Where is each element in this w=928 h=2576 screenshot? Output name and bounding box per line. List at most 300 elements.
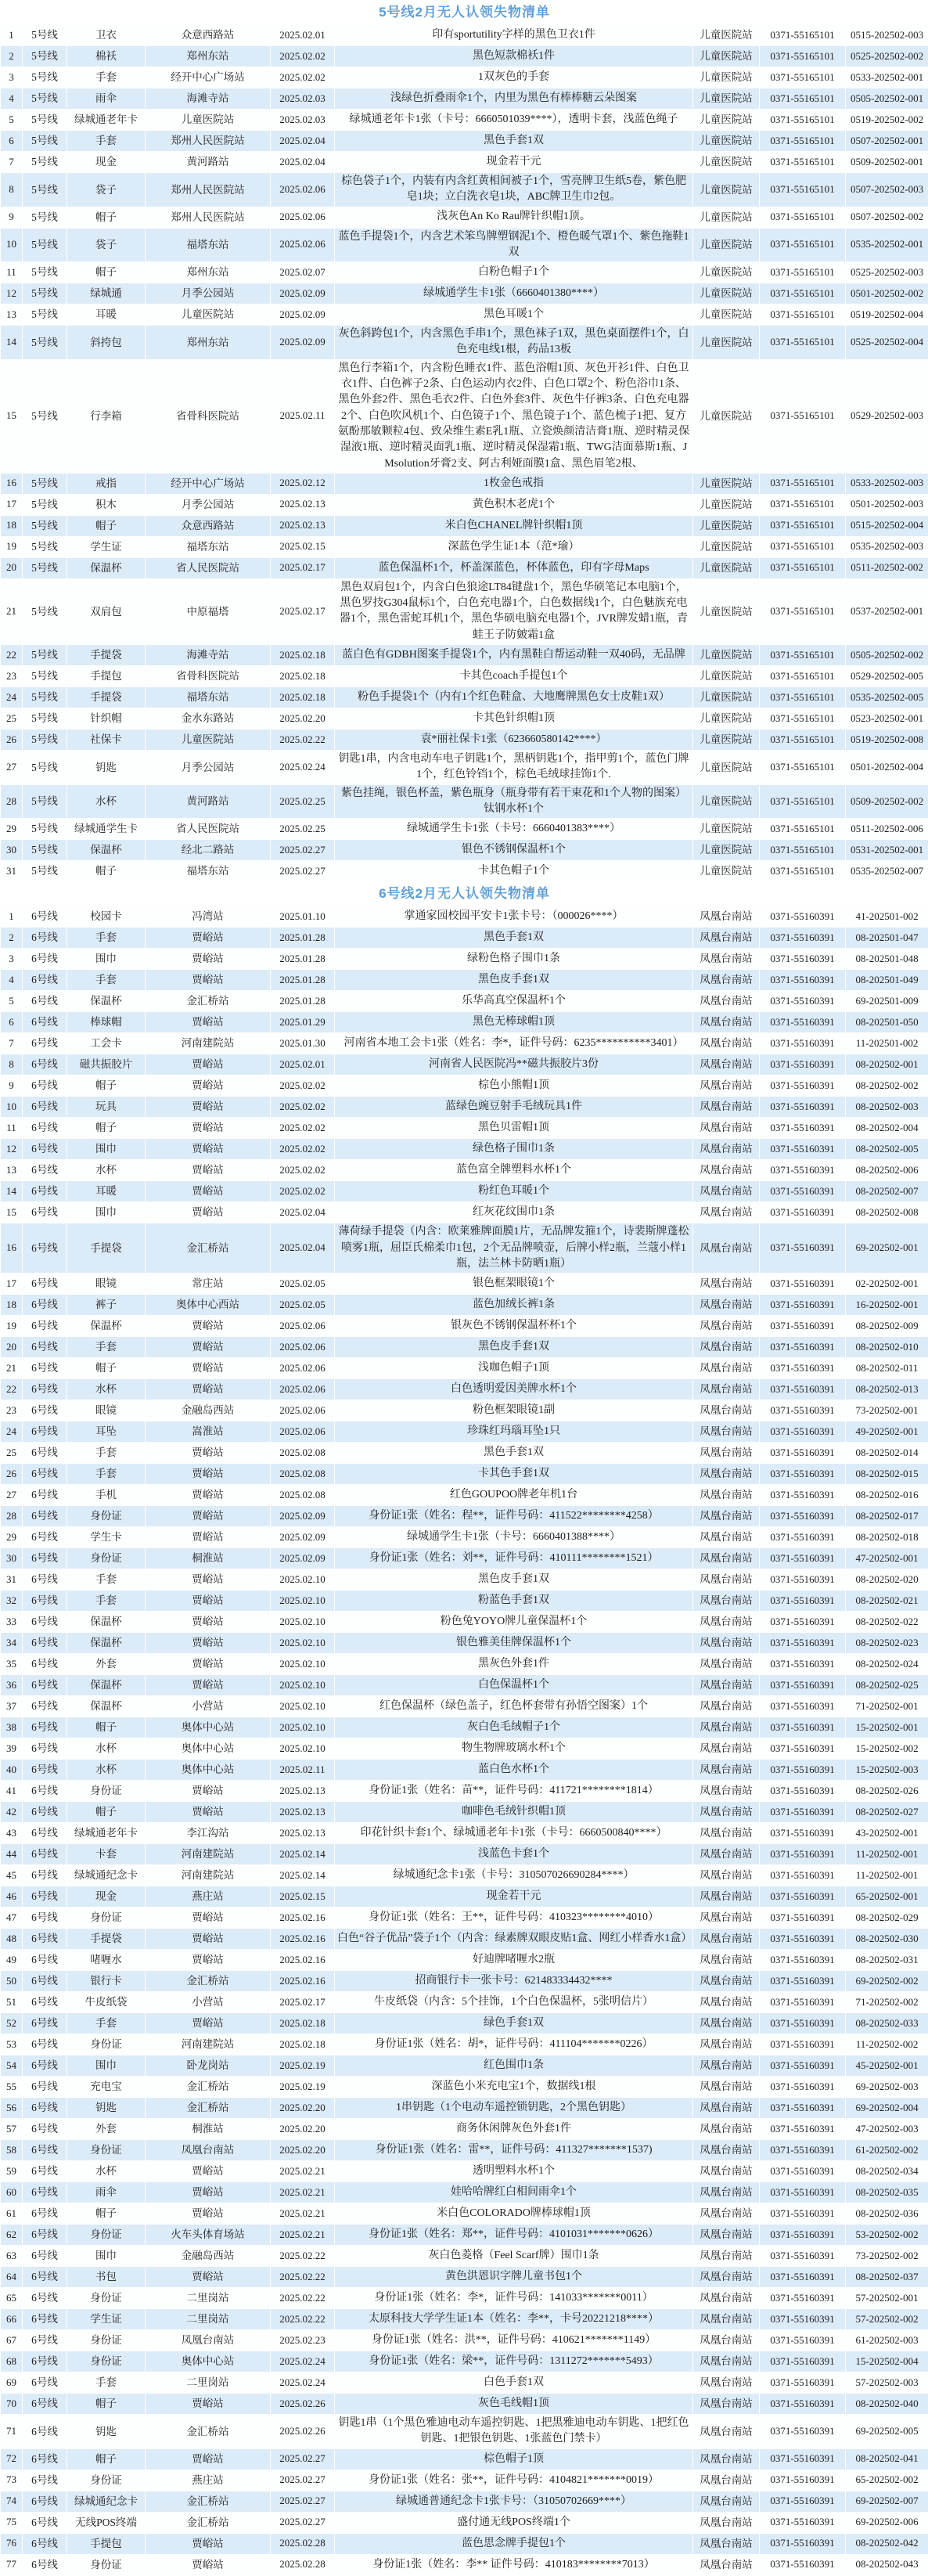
- cell-code: 08-202502-025: [846, 1675, 928, 1696]
- cell-code: 69-202502-005: [846, 2415, 928, 2449]
- cell-desc: 黑色耳暖1个: [335, 304, 693, 326]
- cell-phone: 0371-55160391: [760, 2288, 846, 2309]
- cell-line: 6号线: [23, 1548, 67, 1569]
- cell-item: 围巾: [67, 949, 146, 970]
- cell-item: 保温杯: [67, 557, 146, 578]
- cell-code: 08-202502-041: [846, 2448, 928, 2470]
- cell-desc: 浅灰色An Ko Rau牌针织帽1顶。: [335, 207, 693, 228]
- cell-date: 2025.02.06: [271, 173, 335, 207]
- cell-item: 耳暖: [67, 1181, 146, 1202]
- cell-no: 57: [1, 2119, 23, 2140]
- cell-phone: 0371-55160391: [760, 1591, 846, 1612]
- cell-no: 31: [1, 861, 23, 882]
- cell-date: 2025.02.08: [271, 1485, 335, 1506]
- table-row: [1, 228, 928, 262]
- cell-line: 5号线: [23, 88, 67, 110]
- cell-line: 6号线: [23, 1908, 67, 1929]
- cell-pickup-station: 凤凰台南站: [693, 2246, 760, 2267]
- cell-no: 77: [1, 2554, 23, 2575]
- cell-desc: 绿粉色格子围巾1条: [335, 949, 693, 970]
- table-row: [1, 2470, 928, 2491]
- cell-date: 2025.02.04: [271, 1223, 335, 1274]
- cell-line: 6号线: [23, 2448, 67, 2470]
- cell-line: 6号线: [23, 2309, 67, 2330]
- cell-no: 8: [1, 173, 23, 207]
- cell-line: 6号线: [23, 1202, 67, 1223]
- cell-pickup-station: 儿童医院站: [693, 784, 760, 819]
- cell-pickup-station: 凤凰台南站: [693, 2330, 760, 2351]
- cell-pickup-station: 儿童医院站: [693, 515, 760, 536]
- cell-code: 08-202502-009: [846, 1316, 928, 1337]
- table-row: [1, 110, 928, 131]
- cell-item: 手机: [67, 1485, 146, 1506]
- cell-code: 65-202502-002: [846, 2470, 928, 2491]
- cell-line: 6号线: [23, 1591, 67, 1612]
- table-row: [1, 1316, 928, 1337]
- table-row: [1, 928, 928, 949]
- cell-phone: 0371-55165101: [760, 326, 846, 360]
- cell-date: 2025.02.04: [271, 152, 335, 173]
- cell-item: 绿城通纪念卡: [67, 2491, 146, 2512]
- cell-phone: 0371-55165101: [760, 473, 846, 494]
- cell-code: 08-202501-047: [846, 928, 928, 949]
- cell-date: 2025.01.28: [271, 928, 335, 949]
- cell-station: 儿童医院站: [146, 304, 271, 326]
- cell-station: 桐淮站: [146, 1548, 271, 1569]
- cell-no: 75: [1, 2512, 23, 2533]
- cell-pickup-station: 凤凰台南站: [693, 2077, 760, 2098]
- cell-station: 贾峪站: [146, 928, 271, 949]
- cell-code: 08-202502-005: [846, 1139, 928, 1160]
- cell-code: 0505-202502-002: [846, 645, 928, 666]
- table-row: [1, 2512, 928, 2533]
- cell-item: 外套: [67, 2119, 146, 2140]
- cell-station: 贾峪站: [146, 1012, 271, 1033]
- cell-phone: 0371-55160391: [760, 1223, 846, 1274]
- cell-no: 45: [1, 1865, 23, 1886]
- table-row: [1, 991, 928, 1012]
- cell-no: 1: [1, 906, 23, 928]
- section-title-row: [1, 882, 928, 906]
- cell-item: 眼镜: [67, 1400, 146, 1421]
- cell-code: 73-202502-002: [846, 2246, 928, 2267]
- cell-phone: 0371-55160391: [760, 1738, 846, 1760]
- cell-item: 手提包: [67, 2533, 146, 2554]
- cell-station: 贾峪站: [146, 2448, 271, 2470]
- table-row: [1, 906, 928, 928]
- cell-pickup-station: 儿童医院站: [693, 359, 760, 473]
- cell-line: 5号线: [23, 262, 67, 283]
- cell-pickup-station: 凤凰台南站: [693, 2394, 760, 2415]
- table-row: [1, 1569, 928, 1591]
- cell-item: 保温杯: [67, 1316, 146, 1337]
- cell-no: 27: [1, 1485, 23, 1506]
- cell-code: 08-202502-023: [846, 1633, 928, 1654]
- cell-no: 10: [1, 1097, 23, 1118]
- cell-item: 帽子: [67, 1118, 146, 1139]
- cell-item: 手套: [67, 1443, 146, 1464]
- cell-date: 2025.02.19: [271, 2055, 335, 2077]
- cell-station: 凤凰台南站: [146, 2330, 271, 2351]
- cell-desc: 黑色贝雷帽1顶: [335, 1118, 693, 1139]
- cell-line: 6号线: [23, 2119, 67, 2140]
- cell-no: 14: [1, 326, 23, 360]
- cell-pickup-station: 凤凰台南站: [693, 1054, 760, 1075]
- cell-phone: 0371-55160391: [760, 1971, 846, 1992]
- cell-no: 29: [1, 1527, 23, 1548]
- cell-date: 2025.02.08: [271, 1464, 335, 1485]
- cell-item: 水杯: [67, 1760, 146, 1781]
- cell-pickup-station: 儿童医院站: [693, 67, 760, 88]
- cell-date: 2025.02.18: [271, 2013, 335, 2034]
- cell-line: 5号线: [23, 494, 67, 515]
- cell-item: 裤子: [67, 1295, 146, 1316]
- cell-phone: 0371-55160391: [760, 2415, 846, 2449]
- cell-item: 牛皮纸袋: [67, 1992, 146, 2013]
- cell-pickup-station: 凤凰台南站: [693, 1612, 760, 1633]
- cell-pickup-station: 凤凰台南站: [693, 1075, 760, 1097]
- cell-phone: 0371-55160391: [760, 1033, 846, 1054]
- table-row: [1, 2098, 928, 2119]
- cell-phone: 0371-55160391: [760, 1760, 846, 1781]
- cell-desc: 银色框架眼镜1个: [335, 1274, 693, 1295]
- cell-line: 5号线: [23, 473, 67, 494]
- cell-line: 6号线: [23, 1886, 67, 1908]
- cell-phone: 0371-55160391: [760, 2077, 846, 2098]
- cell-pickup-station: 凤凰台南站: [693, 1223, 760, 1274]
- cell-code: 15-202502-004: [846, 2351, 928, 2372]
- cell-item: 身份证: [67, 2140, 146, 2161]
- cell-desc: 蓝色保温杯1个，杯盖深蓝色，杯体蓝色，印有字母Maps: [335, 557, 693, 578]
- cell-station: 郑州东站: [146, 46, 271, 67]
- cell-station: 经开中心广场站: [146, 67, 271, 88]
- cell-phone: 0371-55160391: [760, 1181, 846, 1202]
- cell-date: 2025.02.02: [271, 1097, 335, 1118]
- cell-station: 贾峪站: [146, 2533, 271, 2554]
- cell-phone: 0371-55165101: [760, 861, 846, 882]
- cell-desc: 身份证1张（姓名：洪**，证件号码：410621*******1149）: [335, 2330, 693, 2351]
- cell-desc: 棕色小熊帽1顶: [335, 1075, 693, 1097]
- cell-phone: 0371-55160391: [760, 2554, 846, 2575]
- cell-item: 绿城通: [67, 283, 146, 304]
- cell-desc: 卡其色针织帽1顶: [335, 708, 693, 730]
- cell-pickup-station: 儿童医院站: [693, 152, 760, 173]
- cell-date: 2025.02.12: [271, 473, 335, 494]
- cell-pickup-station: 儿童医院站: [693, 131, 760, 152]
- cell-line: 6号线: [23, 2034, 67, 2055]
- cell-no: 4: [1, 88, 23, 110]
- cell-station: 贾峪站: [146, 949, 271, 970]
- cell-date: 2025.02.22: [271, 2309, 335, 2330]
- cell-pickup-station: 凤凰台南站: [693, 2182, 760, 2203]
- cell-phone: 0371-55165101: [760, 645, 846, 666]
- cell-no: 19: [1, 1316, 23, 1337]
- cell-line: 6号线: [23, 2512, 67, 2533]
- cell-no: 9: [1, 207, 23, 228]
- cell-no: 26: [1, 1464, 23, 1485]
- cell-desc: 白色“谷子优品”袋子1个（内含：绿素牌双眼皮贴1盒、网红小样香水1盒）: [335, 1929, 693, 1950]
- cell-line: 6号线: [23, 1316, 67, 1337]
- table-row: [1, 819, 928, 840]
- cell-date: 2025.02.09: [271, 1527, 335, 1548]
- cell-code: 0529-202502-003: [846, 359, 928, 473]
- table-row: [1, 494, 928, 515]
- cell-desc: 银色雅美佳牌保温杯1个: [335, 1633, 693, 1654]
- cell-item: 手套: [67, 1569, 146, 1591]
- cell-no: 21: [1, 578, 23, 644]
- cell-code: 0505-202502-001: [846, 88, 928, 110]
- cell-station: 贾峪站: [146, 1781, 271, 1802]
- table-row: [1, 515, 928, 536]
- cell-desc: 身份证1张（姓名：张**，证件号码：4104821*******0019）: [335, 2470, 693, 2491]
- cell-item: 手套: [67, 928, 146, 949]
- cell-code: 0507-202502-002: [846, 207, 928, 228]
- cell-date: 2025.02.25: [271, 819, 335, 840]
- cell-line: 6号线: [23, 1971, 67, 1992]
- cell-code: 08-202502-002: [846, 1075, 928, 1097]
- cell-line: 6号线: [23, 1160, 67, 1181]
- cell-item: 水杯: [67, 1379, 146, 1400]
- cell-line: 6号线: [23, 1400, 67, 1421]
- cell-date: 2025.02.02: [271, 1181, 335, 1202]
- cell-line: 5号线: [23, 819, 67, 840]
- cell-station: 凤凰台南站: [146, 2140, 271, 2161]
- cell-no: 9: [1, 1075, 23, 1097]
- cell-desc: 牛皮纸袋（内含：5个挂饰，1个白色保温杯，5张明信片）: [335, 1992, 693, 2013]
- cell-phone: 0371-55160391: [760, 2161, 846, 2182]
- cell-phone: 0371-55160391: [760, 970, 846, 991]
- cell-pickup-station: 凤凰台南站: [693, 1696, 760, 1717]
- cell-code: 49-202502-001: [846, 1421, 928, 1443]
- table-row: [1, 1464, 928, 1485]
- cell-no: 74: [1, 2491, 23, 2512]
- cell-no: 27: [1, 751, 23, 785]
- cell-date: 2025.02.04: [271, 131, 335, 152]
- cell-no: 8: [1, 1054, 23, 1075]
- cell-pickup-station: 儿童医院站: [693, 326, 760, 360]
- cell-code: 16-202502-001: [846, 1295, 928, 1316]
- table-row: [1, 730, 928, 751]
- table-row: [1, 1633, 928, 1654]
- cell-line: 6号线: [23, 1569, 67, 1591]
- cell-desc: 白粉色帽子1个: [335, 262, 693, 283]
- cell-date: 2025.02.21: [271, 2182, 335, 2203]
- cell-item: 积木: [67, 494, 146, 515]
- cell-pickup-station: 凤凰台南站: [693, 2415, 760, 2449]
- cell-phone: 0371-55165101: [760, 557, 846, 578]
- table-row: [1, 1527, 928, 1548]
- cell-station: 金汇桥站: [146, 1971, 271, 1992]
- cell-phone: 0371-55160391: [760, 1054, 846, 1075]
- cell-station: 燕庄站: [146, 1886, 271, 1908]
- table-row: [1, 131, 928, 152]
- cell-line: 6号线: [23, 1421, 67, 1443]
- cell-item: 身份证: [67, 2034, 146, 2055]
- cell-pickup-station: 凤凰台南站: [693, 949, 760, 970]
- cell-date: 2025.02.16: [271, 1929, 335, 1950]
- cell-pickup-station: 儿童医院站: [693, 708, 760, 730]
- cell-no: 54: [1, 2055, 23, 2077]
- cell-pickup-station: 凤凰台南站: [693, 1139, 760, 1160]
- table-row: [1, 2225, 928, 2246]
- cell-desc: 身份证1张（姓名：苗**，证件号码：411721********1814）: [335, 1781, 693, 1802]
- table-row: [1, 1443, 928, 1464]
- cell-pickup-station: 凤凰台南站: [693, 1033, 760, 1054]
- cell-date: 2025.02.13: [271, 515, 335, 536]
- cell-no: 18: [1, 1295, 23, 1316]
- table-row: [1, 152, 928, 173]
- table-row: [1, 2554, 928, 2575]
- cell-item: 帽子: [67, 262, 146, 283]
- cell-station: 贾峪站: [146, 1633, 271, 1654]
- cell-date: 2025.02.18: [271, 687, 335, 708]
- table-row: [1, 2351, 928, 2372]
- cell-station: 省人民医院站: [146, 819, 271, 840]
- cell-desc: 红色围巾1条: [335, 2055, 693, 2077]
- cell-code: 08-202502-010: [846, 1337, 928, 1358]
- cell-pickup-station: 凤凰台南站: [693, 1464, 760, 1485]
- cell-desc: 黄色洪恩识字牌儿童书包1个: [335, 2267, 693, 2288]
- cell-station: 常庄站: [146, 1274, 271, 1295]
- cell-date: 2025.02.19: [271, 2077, 335, 2098]
- table-row: [1, 840, 928, 861]
- cell-no: 48: [1, 1929, 23, 1950]
- cell-pickup-station: 儿童医院站: [693, 46, 760, 67]
- cell-phone: 0371-55160391: [760, 1781, 846, 1802]
- cell-no: 61: [1, 2203, 23, 2225]
- cell-code: 0519-202502-002: [846, 110, 928, 131]
- cell-code: 0501-202502-002: [846, 283, 928, 304]
- cell-code: 0509-202502-002: [846, 784, 928, 819]
- table-row: [1, 645, 928, 666]
- cell-line: 6号线: [23, 2330, 67, 2351]
- table-row: [1, 207, 928, 228]
- cell-item: 保温杯: [67, 1696, 146, 1717]
- cell-phone: 0371-55160391: [760, 1696, 846, 1717]
- cell-line: 6号线: [23, 1633, 67, 1654]
- cell-desc: 物生物牌玻璃水杯1个: [335, 1738, 693, 1760]
- cell-item: 工会卡: [67, 1033, 146, 1054]
- cell-code: 57-202502-002: [846, 2309, 928, 2330]
- cell-code: 02-202502-001: [846, 1274, 928, 1295]
- cell-phone: 0371-55160391: [760, 1865, 846, 1886]
- cell-item: 银行卡: [67, 1971, 146, 1992]
- cell-phone: 0371-55160391: [760, 1929, 846, 1950]
- cell-no: 32: [1, 1591, 23, 1612]
- cell-station: 火车头体育场站: [146, 2225, 271, 2246]
- cell-phone: 0371-55160391: [760, 2098, 846, 2119]
- table-row: [1, 1160, 928, 1181]
- cell-station: 河南建院站: [146, 2034, 271, 2055]
- cell-pickup-station: 凤凰台南站: [693, 906, 760, 928]
- cell-no: 11: [1, 1118, 23, 1139]
- cell-item: 手套: [67, 970, 146, 991]
- cell-pickup-station: 凤凰台南站: [693, 2512, 760, 2533]
- table-row: [1, 784, 928, 819]
- cell-desc: 透明塑料水杯1个: [335, 2161, 693, 2182]
- cell-code: 61-202502-002: [846, 2140, 928, 2161]
- table-row: [1, 1781, 928, 1802]
- cell-pickup-station: 凤凰台南站: [693, 2309, 760, 2330]
- cell-date: 2025.01.28: [271, 970, 335, 991]
- table-row: [1, 1844, 928, 1865]
- cell-code: 0535-202502-001: [846, 228, 928, 262]
- cell-phone: 0371-55165101: [760, 304, 846, 326]
- table-body: [1, 1, 928, 2576]
- table-row: [1, 67, 928, 88]
- cell-desc: 灰色毛线帽1顶: [335, 2394, 693, 2415]
- cell-code: 69-202502-003: [846, 2077, 928, 2098]
- cell-line: 5号线: [23, 515, 67, 536]
- table-row: [1, 949, 928, 970]
- cell-no: 36: [1, 1675, 23, 1696]
- table-row: [1, 2013, 928, 2034]
- cell-station: 黄河路站: [146, 784, 271, 819]
- cell-line: 6号线: [23, 2351, 67, 2372]
- cell-station: 贾峪站: [146, 1929, 271, 1950]
- cell-date: 2025.02.02: [271, 1160, 335, 1181]
- cell-code: 0523-202502-001: [846, 708, 928, 730]
- cell-line: 6号线: [23, 1675, 67, 1696]
- table-row: [1, 970, 928, 991]
- cell-date: 2025.02.02: [271, 1075, 335, 1097]
- cell-station: 贾峪站: [146, 1485, 271, 1506]
- cell-no: 31: [1, 1569, 23, 1591]
- cell-code: 69-202502-006: [846, 2512, 928, 2533]
- cell-desc: 现金若干元: [335, 1886, 693, 1908]
- cell-desc: 蓝绿色豌豆射手毛绒玩具1件: [335, 1097, 693, 1118]
- cell-date: 2025.02.22: [271, 2267, 335, 2288]
- cell-pickup-station: 凤凰台南站: [693, 1012, 760, 1033]
- cell-desc: 粉色兔YOYO牌儿童保温杯1个: [335, 1612, 693, 1633]
- table-row: [1, 1929, 928, 1950]
- cell-code: 08-202502-022: [846, 1612, 928, 1633]
- cell-desc: 钥匙1串，内含电动车电子钥匙1个，黑柄钥匙1个，指甲剪1个，蓝色门牌1个，红色铃铛1个，棕色毛绒球挂饰1个.: [335, 751, 693, 785]
- cell-date: 2025.02.10: [271, 1654, 335, 1675]
- cell-station: 黄河路站: [146, 152, 271, 173]
- table-row: [1, 1802, 928, 1823]
- cell-date: 2025.02.18: [271, 666, 335, 687]
- cell-pickup-station: 儿童医院站: [693, 473, 760, 494]
- cell-date: 2025.02.06: [271, 207, 335, 228]
- cell-phone: 0371-55160391: [760, 1633, 846, 1654]
- cell-no: 17: [1, 494, 23, 515]
- cell-phone: 0371-55165101: [760, 283, 846, 304]
- cell-phone: 0371-55165101: [760, 494, 846, 515]
- cell-code: 69-202502-001: [846, 1223, 928, 1274]
- cell-item: 手提袋: [67, 687, 146, 708]
- cell-desc: 印有sportutility字样的黑色卫衣1件: [335, 25, 693, 46]
- cell-desc: 棕色袋子1个，内装有内含红黄相间被子1个，雪亮牌卫生纸5卷，紫色肥皂1块；立白洗衣皂1块，ABC牌卫生巾2包。: [335, 173, 693, 207]
- cell-pickup-station: 凤凰台南站: [693, 1379, 760, 1400]
- cell-phone: 0371-55165101: [760, 88, 846, 110]
- cell-line: 5号线: [23, 557, 67, 578]
- cell-no: 43: [1, 1823, 23, 1844]
- cell-item: 行李箱: [67, 359, 146, 473]
- cell-date: 2025.02.18: [271, 645, 335, 666]
- cell-phone: 0371-55160391: [760, 1992, 846, 2013]
- cell-station: 贾峪站: [146, 2394, 271, 2415]
- cell-station: 贾峪站: [146, 1464, 271, 1485]
- cell-desc: 蓝色手提袋1个，内含艺术笨鸟牌塑钢泥1个、橙色暖气罩1个、紫色拖鞋1双: [335, 228, 693, 262]
- table-row: [1, 1506, 928, 1527]
- cell-code: 0515-202502-004: [846, 515, 928, 536]
- cell-no: 23: [1, 1400, 23, 1421]
- cell-phone: 0371-55165101: [760, 708, 846, 730]
- cell-desc: 身份证1张（姓名：郑**，证件号码：4101031*******0626）: [335, 2225, 693, 2246]
- table-row: [1, 262, 928, 283]
- cell-desc: 黑色皮手套1双: [335, 1569, 693, 1591]
